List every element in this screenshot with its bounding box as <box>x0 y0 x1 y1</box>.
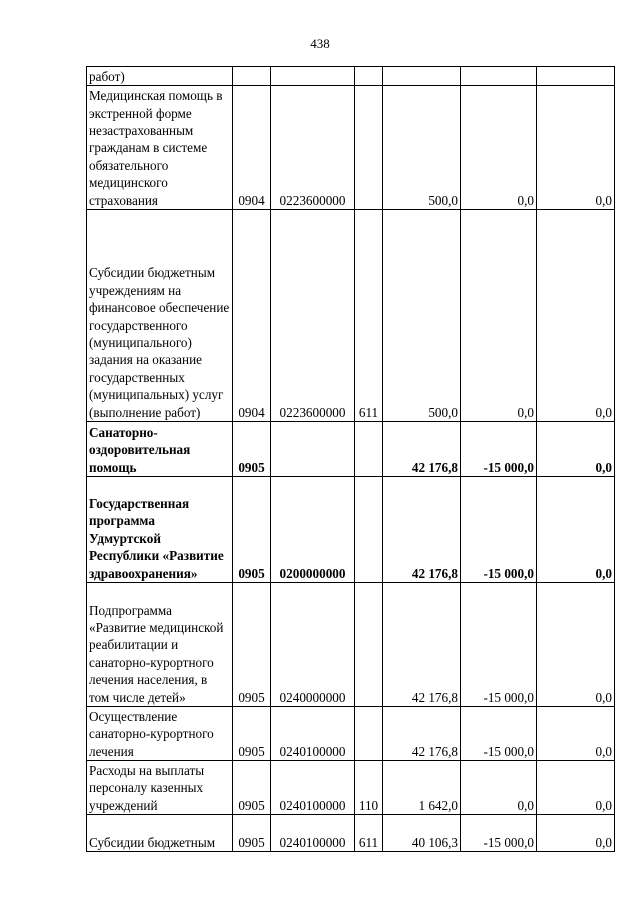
target-article-code: 0200000000 <box>271 477 355 583</box>
amount-2: -15 000,0 <box>461 477 537 583</box>
table-row <box>87 815 615 852</box>
razdel-code: 0905 <box>233 422 271 477</box>
row-name: Государственная программа Удмуртской Республики «Развитие здравоохранения» <box>87 477 233 583</box>
target-article-code: 0223600000 <box>271 86 355 210</box>
expense-type-code <box>355 707 383 761</box>
amount-3: 0,0 <box>537 210 615 422</box>
amount-2: -15 000,0 <box>461 583 537 707</box>
row-name: Подпрограмма «Развитие медицинской реабилитации и санаторно-курортного лечения населения, в том числе детей» <box>87 583 233 707</box>
amount-2: 0,0 <box>461 210 537 422</box>
razdel-code: 0905 <box>233 583 271 707</box>
razdel-code: 0905 <box>233 707 271 761</box>
amount-3: 0,0 <box>537 477 615 583</box>
expense-type-code <box>355 86 383 210</box>
expense-type-code: 611 <box>355 815 383 852</box>
amount-3 <box>537 67 615 86</box>
table-row <box>87 67 615 86</box>
table-row <box>87 583 615 707</box>
amount-3: 0,0 <box>537 815 615 852</box>
razdel-code <box>233 67 271 86</box>
amount-1: 42 176,8 <box>383 477 461 583</box>
expense-type-code <box>355 422 383 477</box>
expense-type-code <box>355 477 383 583</box>
table-body <box>87 67 615 852</box>
expense-type-code <box>355 67 383 86</box>
target-article-code: 0240100000 <box>271 761 355 815</box>
target-article-code: 0223600000 <box>271 210 355 422</box>
amount-3: 0,0 <box>537 761 615 815</box>
amount-1: 500,0 <box>383 210 461 422</box>
amount-1: 500,0 <box>383 86 461 210</box>
expense-type-code: 611 <box>355 210 383 422</box>
razdel-code: 0905 <box>233 761 271 815</box>
row-name: Осуществление санаторно-курортного лечения <box>87 707 233 761</box>
amount-1: 40 106,3 <box>383 815 461 852</box>
amount-2: 0,0 <box>461 761 537 815</box>
target-article-code: 0240000000 <box>271 583 355 707</box>
amount-3: 0,0 <box>537 422 615 477</box>
amount-1: 42 176,8 <box>383 583 461 707</box>
razdel-code: 0904 <box>233 210 271 422</box>
table-row <box>87 477 615 583</box>
amount-2: -15 000,0 <box>461 422 537 477</box>
amount-1 <box>383 67 461 86</box>
target-article-code <box>271 422 355 477</box>
target-article-code <box>271 67 355 86</box>
table-row <box>87 707 615 761</box>
razdel-code: 0905 <box>233 815 271 852</box>
expense-type-code: 110 <box>355 761 383 815</box>
amount-3: 0,0 <box>537 86 615 210</box>
table-row <box>87 422 615 477</box>
amount-2: -15 000,0 <box>461 815 537 852</box>
amount-1: 1 642,0 <box>383 761 461 815</box>
razdel-code: 0904 <box>233 86 271 210</box>
row-name: Расходы на выплаты персоналу казенных учреждений <box>87 761 233 815</box>
expense-type-code <box>355 583 383 707</box>
row-name: Санаторно-оздоровительная помощь <box>87 422 233 477</box>
table-row <box>87 761 615 815</box>
table-row <box>87 210 615 422</box>
row-name: работ) <box>87 67 233 86</box>
target-article-code: 0240100000 <box>271 707 355 761</box>
amount-3: 0,0 <box>537 583 615 707</box>
amount-3: 0,0 <box>537 707 615 761</box>
table-row <box>87 86 615 210</box>
amount-2: -15 000,0 <box>461 707 537 761</box>
amount-2 <box>461 67 537 86</box>
row-name: Субсидии бюджетным <box>87 815 233 852</box>
razdel-code: 0905 <box>233 477 271 583</box>
amount-2: 0,0 <box>461 86 537 210</box>
page-number: 438 <box>310 36 330 51</box>
amount-1: 42 176,8 <box>383 707 461 761</box>
target-article-code: 0240100000 <box>271 815 355 852</box>
row-name: Медицинская помощь в экстренной форме незастрахованным гражданам в системе обязательного медицинского страхования <box>87 86 233 210</box>
row-name: Субсидии бюджетным учреждениям на финансовое обеспечение государственного (муниципального) задания на оказание государственных (муниципальных) услуг (выполнение работ) <box>87 210 233 422</box>
budget-table <box>86 66 615 852</box>
amount-1: 42 176,8 <box>383 422 461 477</box>
